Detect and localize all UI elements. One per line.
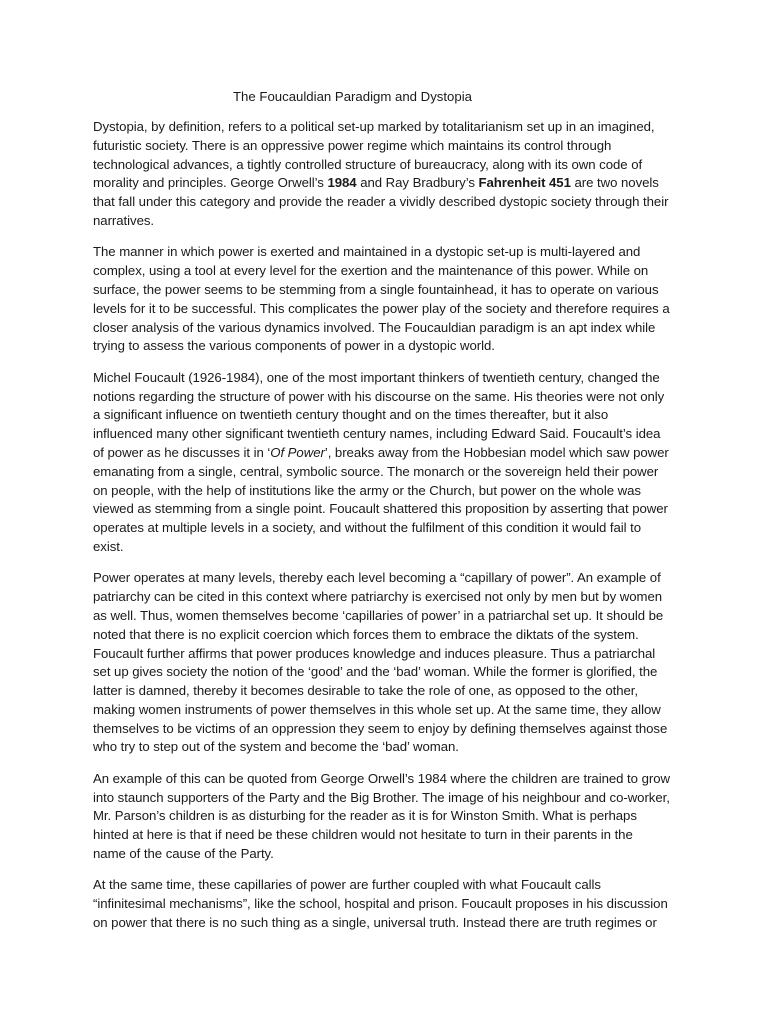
text-run: and Ray Bradbury’s xyxy=(356,175,479,191)
text-run: levels for it to be successful. This complicates the power play of the society and therefore requires a xyxy=(93,300,670,316)
text-line xyxy=(93,444,683,463)
text-run: patriarchy can be cited in this context where patriarchy is exercised not only by men but by women xyxy=(93,589,663,605)
text-line xyxy=(93,519,683,538)
text-run: on people, with the help of institutions like the army or the Church, but power on the whole was xyxy=(93,482,641,498)
text-line xyxy=(93,738,683,757)
document-body xyxy=(93,118,683,945)
text-run: are two novels xyxy=(570,175,659,191)
text-line xyxy=(93,663,683,682)
text-line xyxy=(93,682,683,701)
text-line xyxy=(93,212,683,231)
text-run: Michel Foucault (1926-1984), one of the most important thinkers of twentieth century, changed the xyxy=(93,369,660,385)
text-run: making women instruments of power themselves in this whole set up. At the same time, they allow xyxy=(93,701,661,717)
text-run: Power operates at many levels, thereby each level becoming a “capillary of power”. An example of xyxy=(93,570,661,586)
text-run: emanating from a single, central, symbolic source. The monarch or the sovereign held their power xyxy=(93,463,659,479)
text-run: influenced many other significant twentieth century names, including Edward Said. Foucault’s idea xyxy=(93,426,661,442)
text-line xyxy=(93,826,683,845)
text-run: name of the cause of the Party. xyxy=(93,846,274,862)
text-run: exist. xyxy=(93,538,124,554)
text-line xyxy=(93,388,683,407)
paragraph xyxy=(93,876,683,932)
paragraph xyxy=(93,243,683,356)
paragraph xyxy=(93,118,683,231)
text-line xyxy=(93,174,683,193)
text-run: surface, the power seems to be stemming from a single fountainhead, it has to operate on various xyxy=(93,281,659,297)
text-run: Mr. Parson’s children is as disturbing for the reader as it is for Winston Smith. What is perhaps xyxy=(93,808,637,824)
text-run: a significant influence on twentieth century thought and on the times thereafter, but it also xyxy=(93,407,609,423)
text-line xyxy=(93,156,683,175)
text-run: who try to step out of the system and become the ‘bad’ woman. xyxy=(93,739,459,755)
text-run: Foucault further affirms that power produces knowledge and induces pleasure. Thus a patriarchal xyxy=(93,645,656,661)
text-run: set up gives society the notion of the ‘good’ and the ‘bad’ woman. While the former is glorified, the xyxy=(93,664,658,680)
text-run: morality and principles. George Orwell’s xyxy=(93,175,328,191)
text-run: hinted at here is that if need be these children would not hesitate to turn in their parents in the xyxy=(93,827,633,843)
text-run: ’, breaks away from the Hobbesian model which saw power xyxy=(324,444,669,460)
text-run: “infinitesimal mechanisms”, like the school, hospital and prison. Foucault proposes in his discussion xyxy=(93,896,668,912)
text-line xyxy=(93,626,683,645)
text-line xyxy=(93,876,683,895)
text-line xyxy=(93,588,683,607)
text-run: The manner in which power is exerted and maintained in a dystopic set-up is multi-layered and xyxy=(93,244,641,260)
text-run: At the same time, these capillaries of power are further coupled with what Foucault calls xyxy=(93,877,601,893)
work-title: Of Power xyxy=(270,444,325,460)
text-run: Dystopia, by definition, refers to a political set-up marked by totalitarianism set up in an imagined, xyxy=(93,119,655,134)
text-run: An example of this can be quoted from George Orwell’s 1984 where the children are trained to grow xyxy=(93,770,670,786)
text-line xyxy=(93,895,683,914)
text-run: closer analysis of the various dynamics involved. The Foucauldian paradigm is an apt index while xyxy=(93,319,656,335)
text-line xyxy=(93,243,683,262)
paragraph xyxy=(93,369,683,557)
text-run: viewed as stemming from a single point. Foucault shattered this proposition by asserting that power xyxy=(93,501,668,517)
book-title: 1984 xyxy=(327,175,357,191)
text-run: of power as he discusses it in ‘ xyxy=(93,444,271,460)
text-line xyxy=(93,300,683,319)
text-run: narratives. xyxy=(93,212,155,228)
paragraph xyxy=(93,569,683,757)
text-line xyxy=(93,281,683,300)
book-title: Fahrenheit 451 xyxy=(478,175,571,191)
text-run: on power that there is no such thing as a single, universal truth. Instead there are truth regimes or xyxy=(93,915,657,931)
text-line xyxy=(93,425,683,444)
text-line xyxy=(93,337,683,356)
text-run: themselves to be victims of an oppression they seem to enjoy by defining themselves against those xyxy=(93,720,668,736)
text-run: notions regarding the structure of power with his discourse on the same. His theories were not only xyxy=(93,388,665,404)
text-run: complex, using a tool at every level for the exertion and the maintenance of this power. While on xyxy=(93,263,649,279)
text-line xyxy=(93,645,683,664)
text-line xyxy=(93,845,683,864)
text-run: noted that there is no explicit coercion which forces them to embrace the diktats of the system. xyxy=(93,626,639,642)
text-line xyxy=(93,538,683,557)
text-line xyxy=(93,463,683,482)
text-line xyxy=(93,193,683,212)
text-line xyxy=(93,500,683,519)
text-run: as well. Thus, women themselves become ‘capillaries of power’ in a patriarchal set up. It should be xyxy=(93,607,664,623)
text-line xyxy=(93,569,683,588)
text-line xyxy=(93,701,683,720)
text-line xyxy=(93,406,683,425)
text-line xyxy=(93,369,683,388)
paragraph xyxy=(93,770,683,864)
text-line xyxy=(93,482,683,501)
text-line xyxy=(93,607,683,626)
text-line xyxy=(93,807,683,826)
text-line xyxy=(93,319,683,338)
text-run: operates at multiple levels in a society, and without the fulfilment of this condition it would fail to xyxy=(93,520,642,536)
text-run: latter is damned, thereby it becomes desirable to take the role of one, as opposed to the other, xyxy=(93,683,639,699)
text-run: into staunch supporters of the Party and the Big Brother. The image of his neighbour and co-worker, xyxy=(93,789,670,805)
text-line xyxy=(93,770,683,789)
text-line xyxy=(93,720,683,739)
text-line xyxy=(93,118,683,137)
text-run: trying to assess the various components of power in a dystopic world. xyxy=(93,338,495,354)
text-run: that fall under this category and provide the reader a vividly described dystopic society through their xyxy=(93,194,669,210)
document-title: The Foucauldian Paradigm and Dystopia xyxy=(233,89,472,104)
text-line xyxy=(93,914,683,933)
text-run: futuristic society. There is an oppressive power regime which maintains its control through xyxy=(93,137,612,153)
text-line xyxy=(93,789,683,808)
text-line xyxy=(93,262,683,281)
text-run: technological advances, a tightly controlled structure of bureaucracy, along with its own code of xyxy=(93,156,643,172)
text-line xyxy=(93,137,683,156)
